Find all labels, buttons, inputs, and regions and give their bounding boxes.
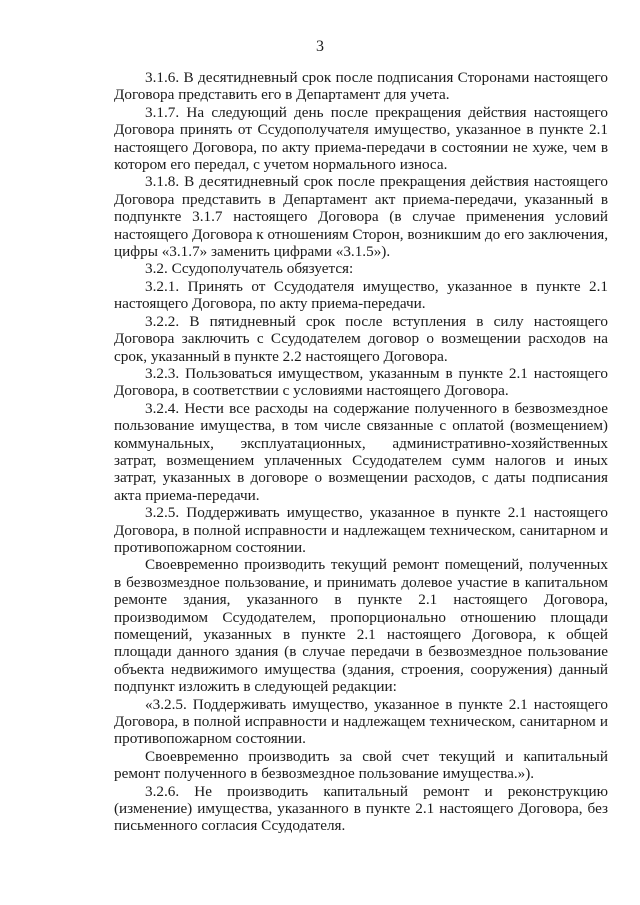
paragraph-alt-3-2-5: «3.2.5. Поддерживать имущество, указанное в пункте 2.1 настоящего Договора, в полной исправности и надлежащем техническом, санитарном и противопожарном состоянии. <box>114 695 608 748</box>
paragraph-repair-obligation: Своевременно производить текущий ремонт помещений, полученных в безвозмездное пользование, и принимать долевое участие в капитальном ремонте здания, указанного в пункте 2.1 настоящего Договора, производимом Ссудодателем, пропорционально отношению площади помещений, указанных в пункте 2.1 настоящего Договора, к общей площади данного здания (в случае передачи в безвозмездное пользование объекта недвижимого имущества (здания, строения, сооружения) данный подпункт изложить в следующей редакции: <box>114 556 608 696</box>
paragraph-3-2-5: 3.2.5. Поддерживать имущество, указанное в пункте 2.1 настоящего Договора, в полной исправности и надлежащем техническом, санитарном и противопожарном состоянии. <box>114 504 608 556</box>
paragraph-3-1-7: 3.1.7. На следующий день после прекращения действия настоящего Договора принять от Ссудополучателя имущество, указанное в пункте 2.1 настоящего Договора, по акту приема-передачи в состоянии не хуже, чем в котором его передал, с учетом нормального износа. <box>114 103 608 174</box>
paragraph-3-2: 3.2. Ссудополучатель обязуется: <box>145 260 354 278</box>
paragraph-3-2-6: 3.2.6. Не производить капитальный ремонт и реконструкцию (изменение) имущества, указанного в пункте 2.1 настоящего Договора, без письменного согласия Ссудодателя. <box>114 782 608 835</box>
paragraph-3-1-8: 3.1.8. В десятидневный срок после прекращения действия настоящего Договора представить в Департамент акт приема-передачи, указанный в подпункте 3.1.7 настоящего Договора (в случае применения условий настоящего Договора к отношениям Сторон, возникшим до его заключения, цифры «3.1.7» заменить цифрами «3.1.5»). <box>114 173 608 261</box>
page-number: 3 <box>316 38 324 55</box>
paragraph-3-2-4: 3.2.4. Нести все расходы на содержание полученного в безвозмездное пользование имущества, в том числе связанные с оплатой (возмещением) коммунальных, эксплуатационных, административно-хозяйственных затрат, возмещением уплаченных Ссудодателем сумм налогов и иных затрат, указанных в договоре о возмещении расходов, с даты подписания акта приема-передачи. <box>114 399 608 504</box>
paragraph-3-2-3: 3.2.3. Пользоваться имуществом, указанным в пункте 2.1 настоящего Договора, в соответствии с условиями настоящего Договора. <box>114 364 608 400</box>
paragraph-3-1-6: 3.1.6. В десятидневный срок после подписания Сторонами настоящего Договора представить его в Департамент для учета. <box>114 69 608 104</box>
paragraph-alt-repair-obligation: Своевременно производить за свой счет текущий и капитальный ремонт полученного в безвозмездное пользование имущества.»). <box>114 747 608 783</box>
paragraph-3-2-1: 3.2.1. Принять от Ссудодателя имущество, указанное в пункте 2.1 настоящего Договора, по акту приема-передачи. <box>114 277 608 313</box>
document-body <box>114 69 608 835</box>
paragraph-3-2-2: 3.2.2. В пятидневный срок после вступления в силу настоящего Договора заключить с Ссудодателем договор о возмещении расходов на срок, указанный в пункте 2.2 настоящего Договора. <box>114 312 608 365</box>
